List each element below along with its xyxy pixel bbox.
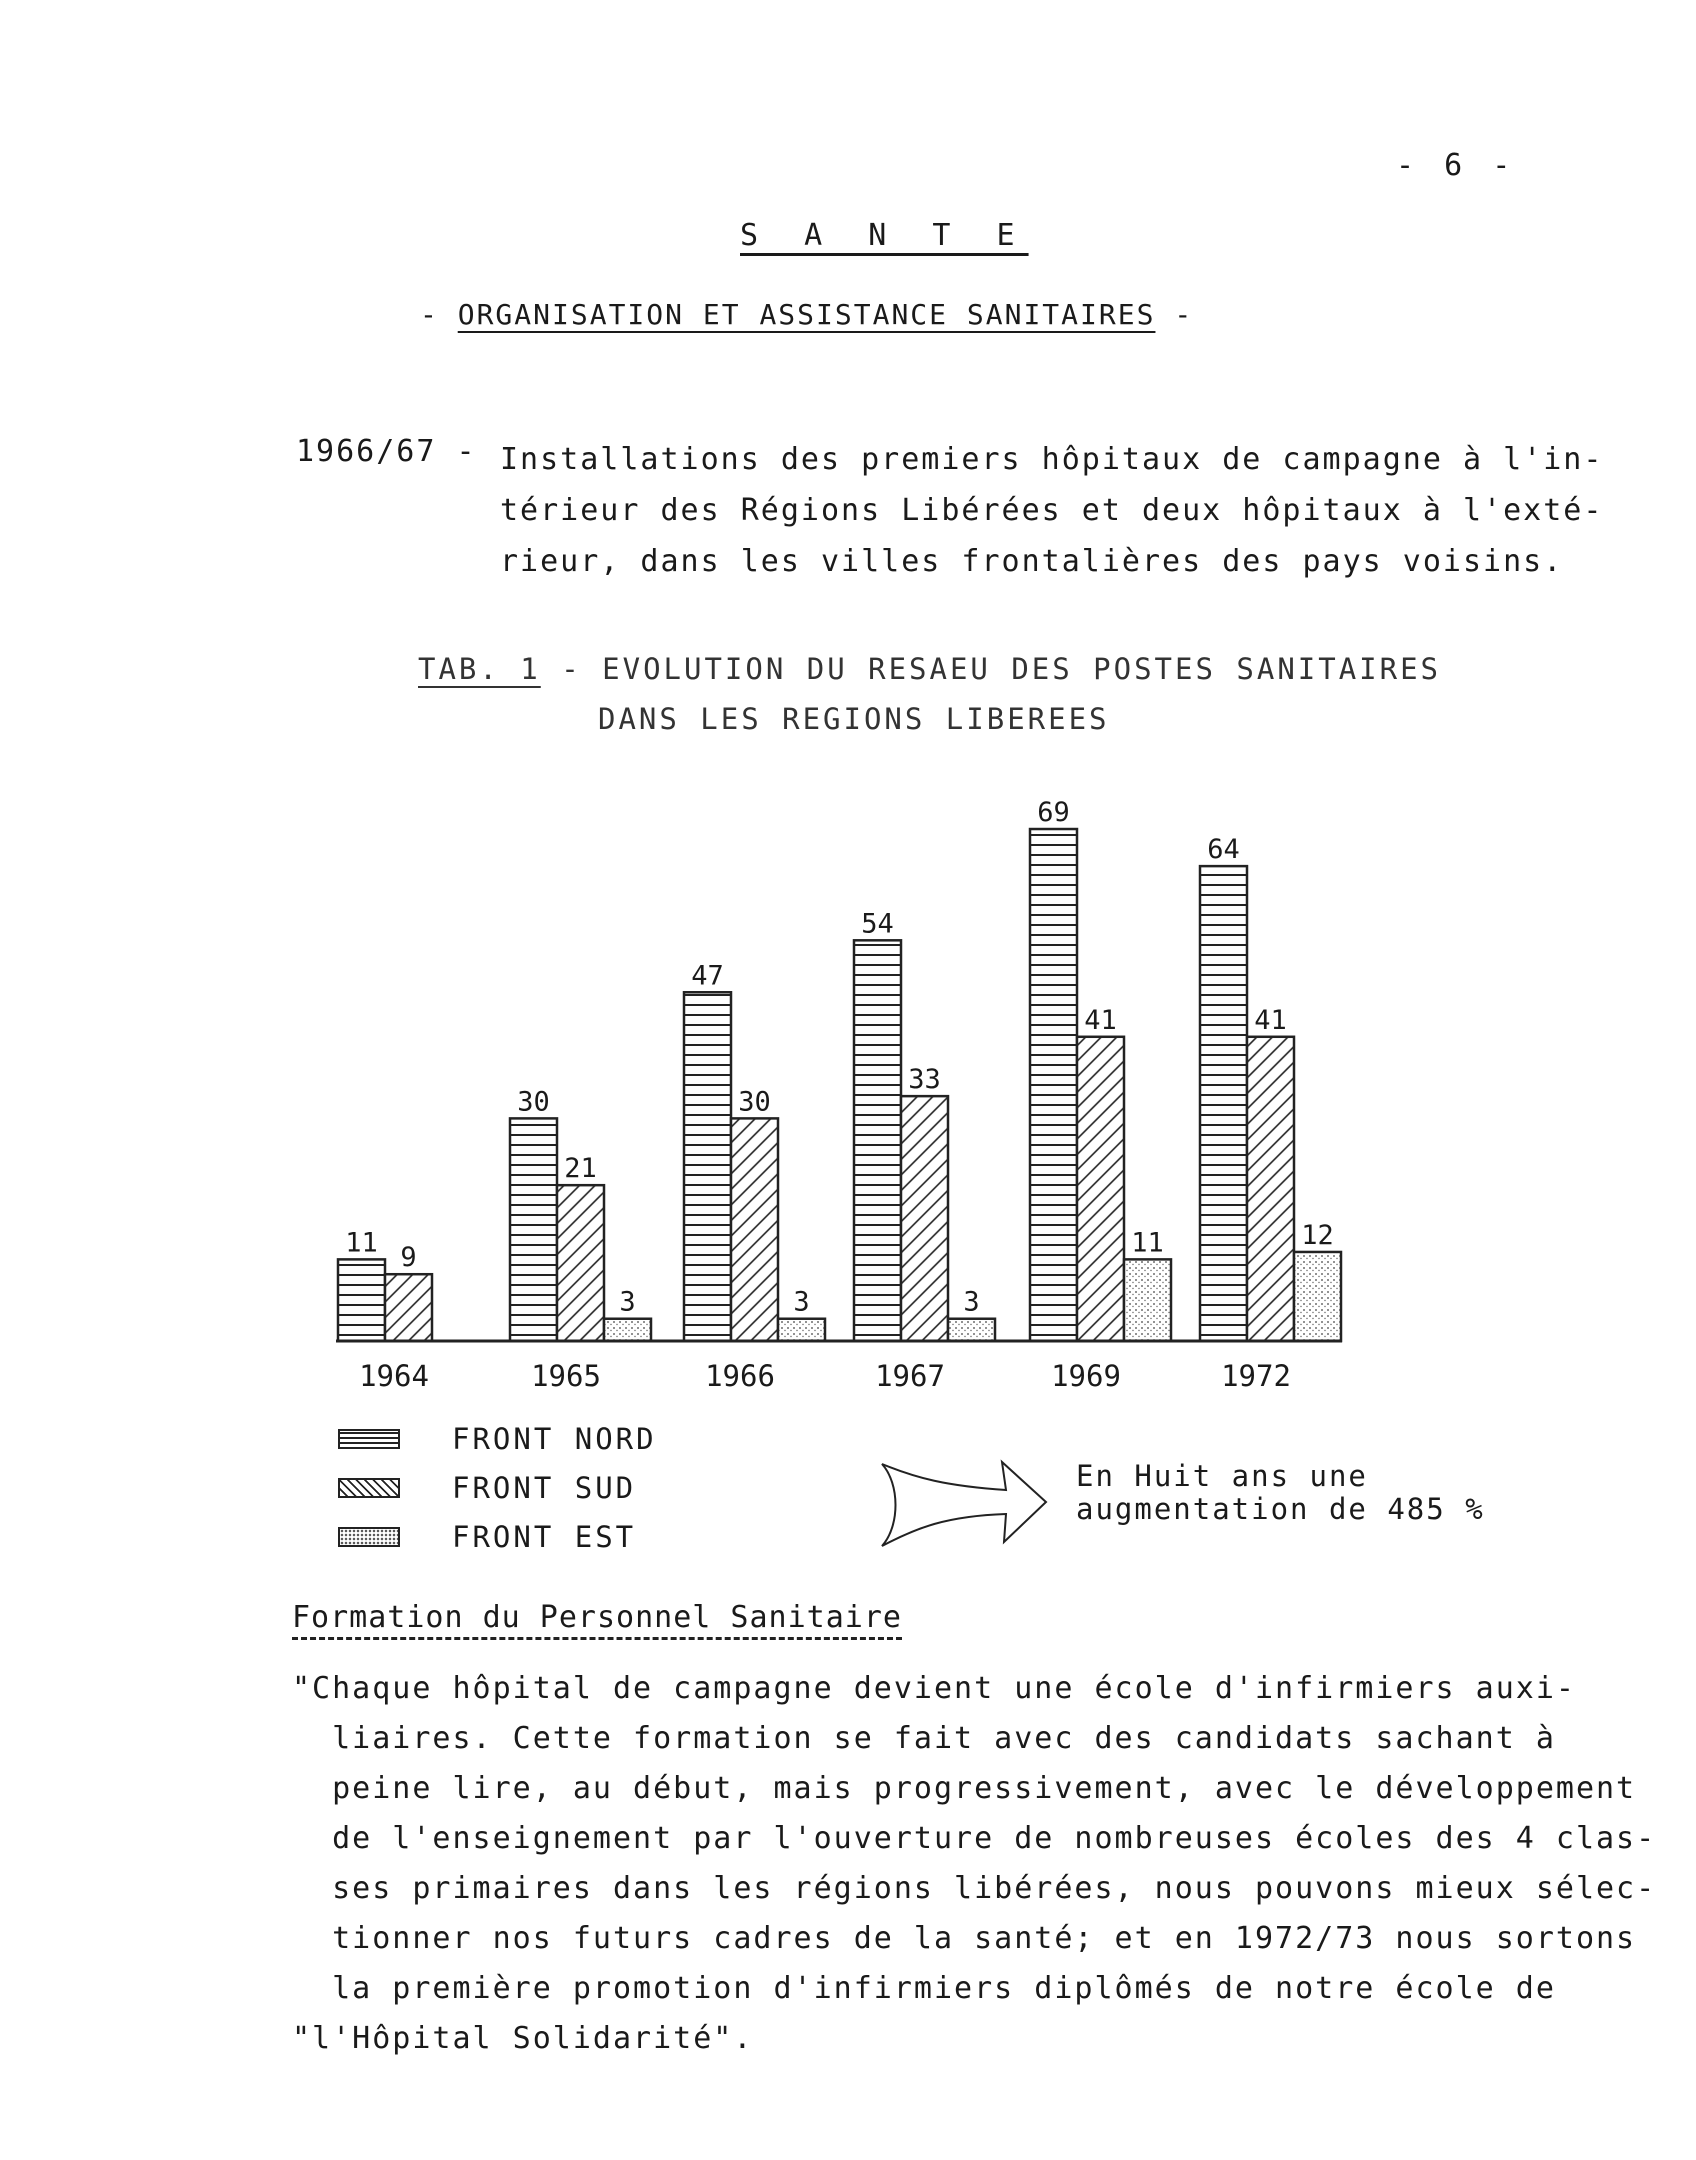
- intro-line: rieur, dans les villes frontalières des pays voisins.: [500, 544, 1564, 579]
- bar-sud-1966: [731, 1118, 778, 1341]
- bar-nord-1966: [684, 992, 731, 1341]
- bar-est-1965: [604, 1319, 651, 1341]
- data-label: 47: [691, 960, 724, 992]
- bar-sud-1967: [901, 1096, 948, 1341]
- data-label: 11: [1131, 1227, 1164, 1259]
- bar-nord-1965: [510, 1118, 557, 1341]
- x-tick-label: 1965: [531, 1359, 601, 1393]
- bar-sud-1972: [1247, 1037, 1294, 1341]
- intro-line: térieur des Régions Libérées et deux hôpitaux à l'exté-: [500, 493, 1604, 528]
- quote-line: "l'Hôpital Solidarité".: [292, 2021, 754, 2056]
- bar-est-1966: [778, 1319, 825, 1341]
- chart-title-line2: DANS LES REGIONS LIBEREES: [598, 702, 1110, 736]
- data-label: 11: [345, 1227, 378, 1259]
- x-tick-label: 1966: [705, 1359, 775, 1393]
- subtitle-suffix: -: [1174, 298, 1194, 331]
- quote-line: la première promotion d'infirmiers diplômés de notre école de: [292, 1971, 1556, 2006]
- chart-title-label: TAB. 1: [418, 652, 541, 686]
- legend-label: FRONT SUD: [452, 1471, 637, 1505]
- annotation-line2: augmentation de 485 %: [1076, 1492, 1485, 1526]
- bar-sud-1964: [385, 1274, 432, 1341]
- annotation: [1076, 1460, 1485, 1526]
- quote-line: de l'enseignement par l'ouverture de nombreuses écoles des 4 clas-: [292, 1821, 1657, 1856]
- intro-line: Installations des premiers hôpitaux de campagne à l'in-: [500, 442, 1604, 477]
- legend-item-sud: [338, 1471, 636, 1505]
- bar-nord-1969: [1030, 829, 1077, 1341]
- intro-year: 1966/67 -: [296, 434, 477, 469]
- legend-item-nord: [338, 1422, 657, 1456]
- quote-line: "Chaque hôpital de campagne devient une école d'infirmiers auxi-: [292, 1671, 1576, 1706]
- data-label: 30: [738, 1086, 771, 1118]
- annotation-line1: En Huit ans une: [1076, 1459, 1368, 1493]
- subtitle-prefix: -: [420, 298, 439, 331]
- subtitle-text: ORGANISATION ET ASSISTANCE SANITAIRES: [457, 298, 1156, 331]
- x-tick-label: 1972: [1221, 1359, 1291, 1393]
- data-label: 69: [1037, 797, 1070, 829]
- legend-label: FRONT NORD: [452, 1422, 657, 1456]
- quote-line: liaires. Cette formation se fait avec des candidats sachant à: [292, 1721, 1556, 1756]
- data-label: 21: [564, 1153, 597, 1185]
- legend-swatch-est: [338, 1527, 400, 1547]
- chart-title-line1: - EVOLUTION DU RESAEU DES POSTES SANITAIRES: [561, 652, 1441, 686]
- data-label: 54: [861, 908, 894, 940]
- x-tick-label: 1967: [875, 1359, 945, 1393]
- x-tick-label: 1964: [359, 1359, 429, 1393]
- data-label: 30: [517, 1086, 550, 1118]
- data-label: 41: [1084, 1004, 1117, 1036]
- section-heading: Formation du Personnel Sanitaire: [292, 1600, 902, 1640]
- bar-est-1972: [1294, 1252, 1341, 1341]
- data-label: 33: [908, 1064, 941, 1096]
- bar-est-1969: [1124, 1259, 1171, 1341]
- data-label: 41: [1254, 1004, 1287, 1036]
- legend-label: FRONT EST: [452, 1520, 637, 1554]
- legend-swatch-nord: [338, 1429, 400, 1449]
- arrow-icon: [876, 1456, 1056, 1552]
- quote-paragraph: [292, 1664, 1657, 2064]
- legend-item-est: [338, 1520, 636, 1554]
- legend-swatch-sud: [338, 1478, 400, 1498]
- data-label: 3: [963, 1286, 980, 1318]
- bar-nord-1972: [1200, 866, 1247, 1341]
- page-number: - 6 -: [1396, 148, 1517, 183]
- quote-line: ses primaires dans les régions libérées, nous pouvons mieux sélec-: [292, 1871, 1657, 1906]
- bar-nord-1964: [338, 1259, 385, 1341]
- data-label: 9: [400, 1242, 417, 1274]
- quote-line: peine lire, au début, mais progressivement, avec le développement: [292, 1771, 1637, 1806]
- bar-sud-1965: [557, 1185, 604, 1341]
- bar-sud-1969: [1077, 1037, 1124, 1341]
- x-tick-label: 1969: [1051, 1359, 1121, 1393]
- bar-est-1967: [948, 1319, 995, 1341]
- data-label: 3: [793, 1286, 810, 1318]
- quote-line: tionner nos futurs cadres de la santé; et en 1972/73 nous sortons: [292, 1921, 1637, 1956]
- data-label: 64: [1207, 834, 1240, 866]
- bar-nord-1967: [854, 940, 901, 1341]
- page-title: S A N T E: [740, 218, 1029, 253]
- data-label: 12: [1301, 1219, 1334, 1251]
- data-label: 3: [619, 1286, 636, 1318]
